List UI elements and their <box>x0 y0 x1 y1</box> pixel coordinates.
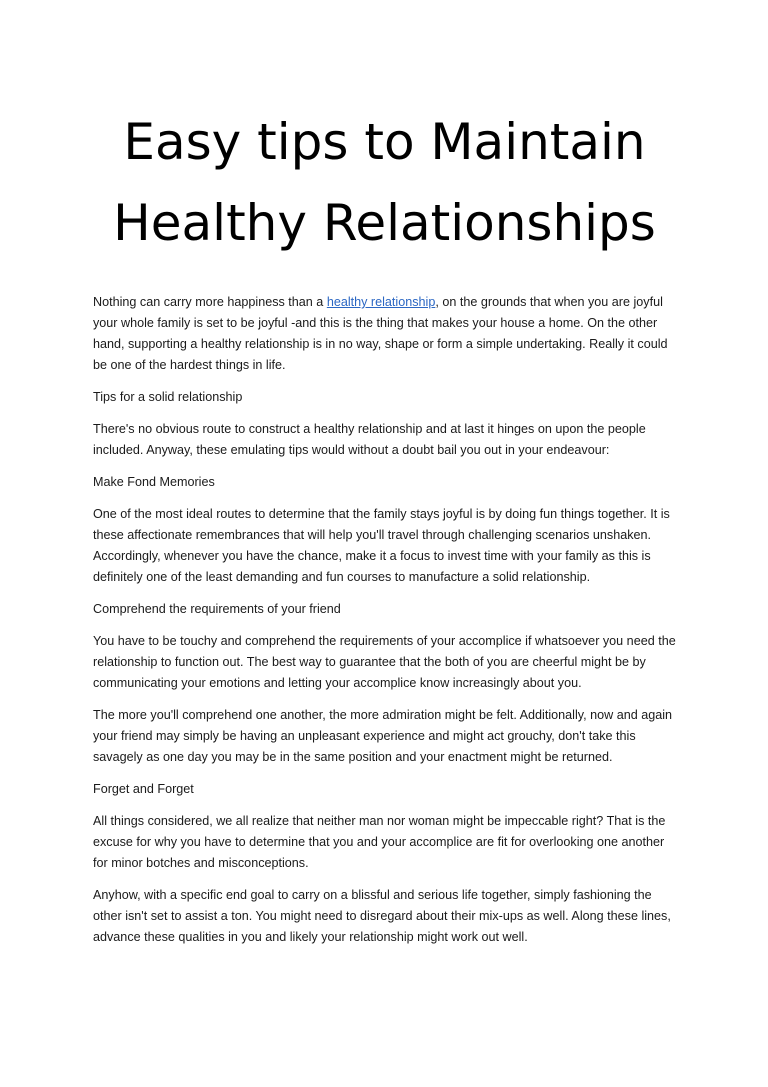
forget-paragraph-1: All things considered, we all realize that neither man nor woman might be impeccable right? That is the excuse for why you have to determine that you and your accomplice are fit for overlooking one another for minor botches and misconceptions. <box>93 814 666 870</box>
forget-paragraph-2: Anyhow, with a specific end goal to carry on a blissful and serious life together, simply fashioning the other isn't set to assist a ton. You might need to disregard about their mix-ups as well. Along these lines, advance these qualities in you and likely your relationship might work out well. <box>93 888 671 944</box>
intro-text-before-link: Nothing can carry more happiness than a <box>93 295 327 309</box>
healthy-relationship-link[interactable]: healthy relationship <box>326 295 436 309</box>
section-heading-memories: Make Fond Memories <box>93 475 215 489</box>
title-line-1: Easy tips to Maintain <box>123 113 646 171</box>
intro-text-after-link: , on the grounds that when you are joyful your whole family is set to be joyful -and this is the thing that makes your house a home. On the other hand, supporting a healthy relationship is in no way, shape or form a simple undertaking. Really it could be one of the hardest things in life. <box>93 295 668 372</box>
requirements-paragraph-2: The more you'll comprehend one another, the more admiration might be felt. Additionally, now and again your friend may simply be having an unpleasant experience and might act grouchy, don't take this savagely as one day you may be in the same position and your enactment might be returned. <box>93 708 673 764</box>
title-line-2: Healthy Relationships <box>113 194 656 252</box>
tips-paragraph: There's no obvious route to construct a healthy relationship and at last it hinges on upon the people included. Anyway, these emulating tips would without a doubt bail you out in your endeavour: <box>93 422 646 457</box>
section-heading-tips: Tips for a solid relationship <box>93 390 243 404</box>
requirements-paragraph-1: You have to be touchy and comprehend the requirements of your accomplice if whatsoever you need the relationship to function out. The best way to guarantee that the both of you are cheerful might be by communicating your emotions and letting your accomplice know increasingly about you. <box>93 634 676 690</box>
memories-paragraph: One of the most ideal routes to determine that the family stays joyful is by doing fun things together. It is these affectionate remembrances that will help you'll travel through challenging scenarios unshaken. Accordingly, whenever you have the chance, make it a focus to invest time with your family as this is definitely one of the least demanding and fun courses to manufacture a solid relationship. <box>93 507 670 584</box>
section-heading-forget: Forget and Forget <box>93 782 194 796</box>
document-title <box>93 102 676 264</box>
intro-paragraph <box>93 292 676 376</box>
document-body <box>93 292 676 948</box>
section-heading-requirements: Comprehend the requirements of your friend <box>93 602 341 616</box>
